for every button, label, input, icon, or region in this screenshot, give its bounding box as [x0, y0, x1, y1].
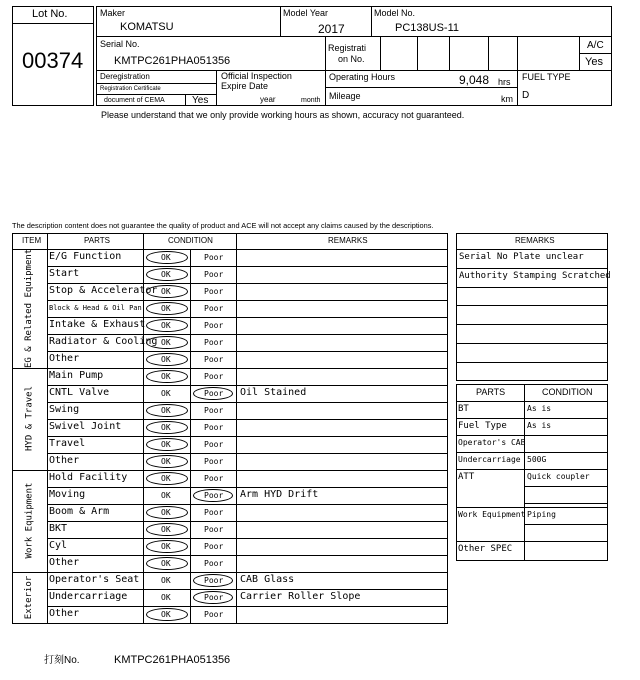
row-divider	[47, 538, 448, 539]
selected-ok-circle	[146, 438, 188, 451]
parts-row-condition: As is	[527, 404, 552, 413]
part-label: Stop & Accelerator	[49, 285, 158, 296]
disclaimer: The description content does not guarantee the quality of product and ACE will not accept any claims caused by the descriptions.	[12, 221, 434, 230]
remarks-row-divider	[456, 287, 608, 288]
poor-label: Poor	[204, 304, 224, 313]
parts-row-divider	[456, 469, 608, 470]
selected-ok-circle	[146, 557, 188, 570]
row-divider	[47, 606, 448, 607]
selected-ok-circle	[146, 353, 188, 366]
year-label: year	[260, 95, 276, 104]
header-item: ITEM	[22, 236, 42, 245]
row-divider	[47, 351, 448, 352]
part-label: Radiator & Cooling	[49, 336, 158, 347]
part-label: Block & Head & Oil Pan	[49, 304, 142, 312]
poor-label: Poor	[204, 287, 224, 296]
parts-row-condition: Piping	[527, 510, 556, 519]
ok-label: OK	[161, 253, 171, 262]
selected-ok-circle	[146, 319, 188, 332]
poor-label: Poor	[204, 406, 224, 415]
hrs-unit: hrs	[498, 77, 511, 87]
poor-label: Poor	[204, 423, 224, 432]
ok-label: OK	[161, 440, 171, 449]
selected-ok-circle	[146, 404, 188, 417]
selected-poor-circle	[193, 591, 233, 604]
poor-label: Poor	[204, 593, 224, 602]
parts-row-divider	[456, 435, 608, 436]
registration-label-2: on No.	[338, 54, 365, 64]
serial-value: KMTPC261PHA051356	[114, 55, 231, 67]
parts-row-condition: Quick coupler	[527, 472, 590, 481]
doc-cema-label: document of CEMA	[104, 97, 165, 104]
ok-label: OK	[161, 525, 171, 534]
ok-label: OK	[161, 559, 171, 568]
poor-label: Poor	[204, 372, 224, 381]
remarks-row-divider	[456, 305, 608, 306]
fuel-type-label: FUEL TYPE	[522, 72, 571, 82]
row-divider	[47, 385, 448, 386]
ok-label: OK	[161, 610, 171, 619]
row-divider	[47, 334, 448, 335]
part-label: Start	[49, 268, 80, 279]
ok-label: OK	[161, 406, 171, 415]
selected-ok-circle	[146, 302, 188, 315]
poor-label: Poor	[204, 338, 224, 347]
header-condition: CONDITION	[168, 236, 213, 245]
ac-label: A/C	[587, 40, 604, 51]
ok-label: OK	[161, 508, 171, 517]
row-divider	[47, 266, 448, 267]
model-year-value: 2017	[318, 22, 345, 36]
ok-label: OK	[161, 576, 171, 585]
ok-label: OK	[161, 270, 171, 279]
ok-label: OK	[161, 389, 171, 398]
row-divider	[47, 436, 448, 437]
group-divider	[12, 572, 448, 573]
parts-row-divider	[456, 541, 608, 542]
selected-ok-circle	[146, 523, 188, 536]
group-divider	[12, 470, 448, 471]
ok-label: OK	[161, 457, 171, 466]
remarks-row-divider	[456, 324, 608, 325]
poor-label: Poor	[204, 253, 224, 262]
group-divider	[12, 368, 448, 369]
ok-label: OK	[161, 372, 171, 381]
remark-text: Oil Stained	[240, 387, 307, 398]
parts-row-label: Work Equipment	[458, 510, 526, 519]
header-parts: PARTS	[84, 236, 110, 245]
part-label: Moving	[49, 489, 86, 500]
parts-header-divider	[456, 401, 608, 402]
ok-label: OK	[161, 338, 171, 347]
part-label: Operator's Seat	[49, 574, 140, 585]
condition-sub-line	[524, 524, 608, 525]
ok-label: OK	[161, 423, 171, 432]
parts-row-label: BT	[458, 404, 469, 414]
serial-label: Serial No.	[100, 39, 140, 49]
row-divider	[47, 402, 448, 403]
parts-row-divider	[456, 507, 608, 508]
part-label: Intake & Exhaust	[49, 319, 146, 330]
mileage-label: Mileage	[329, 91, 361, 101]
part-label: Undercarriage	[49, 591, 128, 602]
row-divider	[47, 419, 448, 420]
expire-date-label: Expire Date	[221, 81, 269, 91]
part-label: Swivel Joint	[49, 421, 122, 432]
poor-label: Poor	[204, 355, 224, 364]
parts-row-divider	[456, 418, 608, 419]
registration-label: Registrati	[328, 43, 367, 53]
fuel-type-value: D	[522, 90, 530, 101]
parts-header: PARTS	[476, 387, 506, 397]
ok-label: OK	[161, 474, 171, 483]
maker-label: Maker	[100, 8, 126, 18]
ok-label: OK	[161, 321, 171, 330]
selected-ok-circle	[146, 370, 188, 383]
selected-ok-circle	[146, 540, 188, 553]
part-label: BKT	[49, 523, 68, 534]
remarks-header-divider	[456, 249, 608, 250]
remarks-header: REMARKS	[515, 236, 555, 245]
part-label: Other	[49, 608, 80, 619]
selected-ok-circle	[146, 251, 188, 264]
remark-text: Arm HYD Drift	[240, 489, 319, 500]
poor-label: Poor	[204, 542, 224, 551]
selected-ok-circle	[146, 285, 188, 298]
remarks-row-divider	[456, 362, 608, 363]
deregistration-label: Deregistration	[100, 72, 150, 81]
parts-row-label: ATT	[458, 472, 475, 482]
ac-value: Yes	[585, 56, 603, 68]
part-label: CNTL Valve	[49, 387, 110, 398]
remarks-line: Serial No Plate unclear	[459, 252, 584, 262]
model-year-label: Model Year	[283, 8, 329, 18]
row-divider	[47, 300, 448, 301]
accuracy-note: Please understand that we only provide working hours as shown, accuracy not guaranteed.	[101, 110, 465, 120]
poor-label: Poor	[204, 610, 224, 619]
part-label: Cyl	[49, 540, 68, 551]
part-label: E/G Function	[49, 251, 122, 262]
selected-poor-circle	[193, 489, 233, 502]
parts-col-divider	[524, 384, 525, 561]
column-divider	[47, 233, 48, 623]
group-label: Exterior	[24, 575, 34, 619]
poor-label: Poor	[204, 559, 224, 568]
part-label: Swing	[49, 404, 80, 415]
row-divider	[47, 453, 448, 454]
doc-cema-value: Yes	[192, 95, 209, 106]
parts-row-condition: 500G	[527, 455, 547, 464]
remarks-line: Authority Stamping Scratched	[459, 270, 611, 281]
poor-label: Poor	[204, 457, 224, 466]
km-unit: km	[501, 94, 513, 104]
model-no-label: Model No.	[374, 8, 416, 18]
condition-sub-line	[524, 503, 608, 504]
part-label: Travel	[49, 438, 86, 449]
footer-serial: KMTPC261PHA051356	[114, 654, 231, 666]
part-label: Other	[49, 557, 80, 568]
ok-label: OK	[161, 355, 171, 364]
poor-label: Poor	[204, 576, 224, 585]
selected-ok-circle	[146, 421, 188, 434]
part-label: Boom & Arm	[49, 506, 110, 517]
remark-text: Carrier Roller Slope	[240, 591, 361, 602]
selected-ok-circle	[146, 268, 188, 281]
remarks-row-divider	[456, 268, 608, 269]
group-label: EG & Related Equipment	[24, 248, 34, 368]
parts-row-label: Fuel Type	[458, 421, 507, 431]
group-label: HYD & Travel	[24, 385, 34, 452]
part-label: Other	[49, 353, 80, 364]
selected-ok-circle	[146, 472, 188, 485]
parts-row-divider	[456, 452, 608, 453]
row-divider	[47, 317, 448, 318]
selected-ok-circle	[146, 608, 188, 621]
row-divider	[47, 283, 448, 284]
ok-label: OK	[161, 287, 171, 296]
header-remarks: REMARKS	[328, 236, 368, 245]
parts-row-label: Other SPEC	[458, 544, 513, 554]
poor-label: Poor	[204, 389, 224, 398]
parts-row-condition: As is	[527, 421, 552, 430]
ok-label: OK	[161, 491, 171, 500]
poor-label: Poor	[204, 508, 224, 517]
row-divider	[47, 589, 448, 590]
month-label: month	[301, 97, 321, 104]
selected-ok-circle	[146, 336, 188, 349]
header-divider	[12, 249, 448, 250]
column-divider	[236, 233, 237, 623]
row-divider	[47, 487, 448, 488]
parts-row-label: Undercarriage	[458, 455, 521, 464]
row-divider	[47, 504, 448, 505]
remarks-row-divider	[456, 343, 608, 344]
lot-label: Lot No.	[32, 8, 68, 20]
ok-label: OK	[161, 593, 171, 602]
selected-poor-circle	[193, 574, 233, 587]
official-inspection-label: Official Inspection	[221, 71, 292, 81]
remark-text: CAB Glass	[240, 574, 295, 585]
footer-label: 打刻No.	[44, 655, 80, 666]
part-label: Hold Facility	[49, 472, 128, 483]
part-label: Other	[49, 455, 80, 466]
parts-row-label: Operator's CAB	[458, 438, 526, 447]
row-divider	[47, 521, 448, 522]
poor-label: Poor	[204, 440, 224, 449]
row-divider	[47, 555, 448, 556]
ok-label: OK	[161, 542, 171, 551]
group-label: Work Equipment	[24, 482, 34, 559]
part-label: Main Pump	[49, 370, 104, 381]
poor-label: Poor	[204, 270, 224, 279]
model-no-value: PC138US-11	[395, 22, 459, 34]
selected-ok-circle	[146, 455, 188, 468]
poor-label: Poor	[204, 491, 224, 500]
poor-label: Poor	[204, 525, 224, 534]
condition-header: CONDITION	[542, 387, 593, 397]
operating-hours-value: 9,048	[459, 73, 490, 87]
operating-hours-label: Operating Hours	[329, 72, 396, 82]
selected-poor-circle	[193, 387, 233, 400]
registration-certificate: Registration Certificate	[100, 86, 161, 92]
poor-label: Poor	[204, 321, 224, 330]
poor-label: Poor	[204, 474, 224, 483]
condition-sub-line	[524, 486, 608, 487]
selected-ok-circle	[146, 506, 188, 519]
lot-number: 00374	[22, 48, 84, 73]
ok-label: OK	[161, 304, 171, 313]
maker-value: KOMATSU	[120, 21, 174, 33]
